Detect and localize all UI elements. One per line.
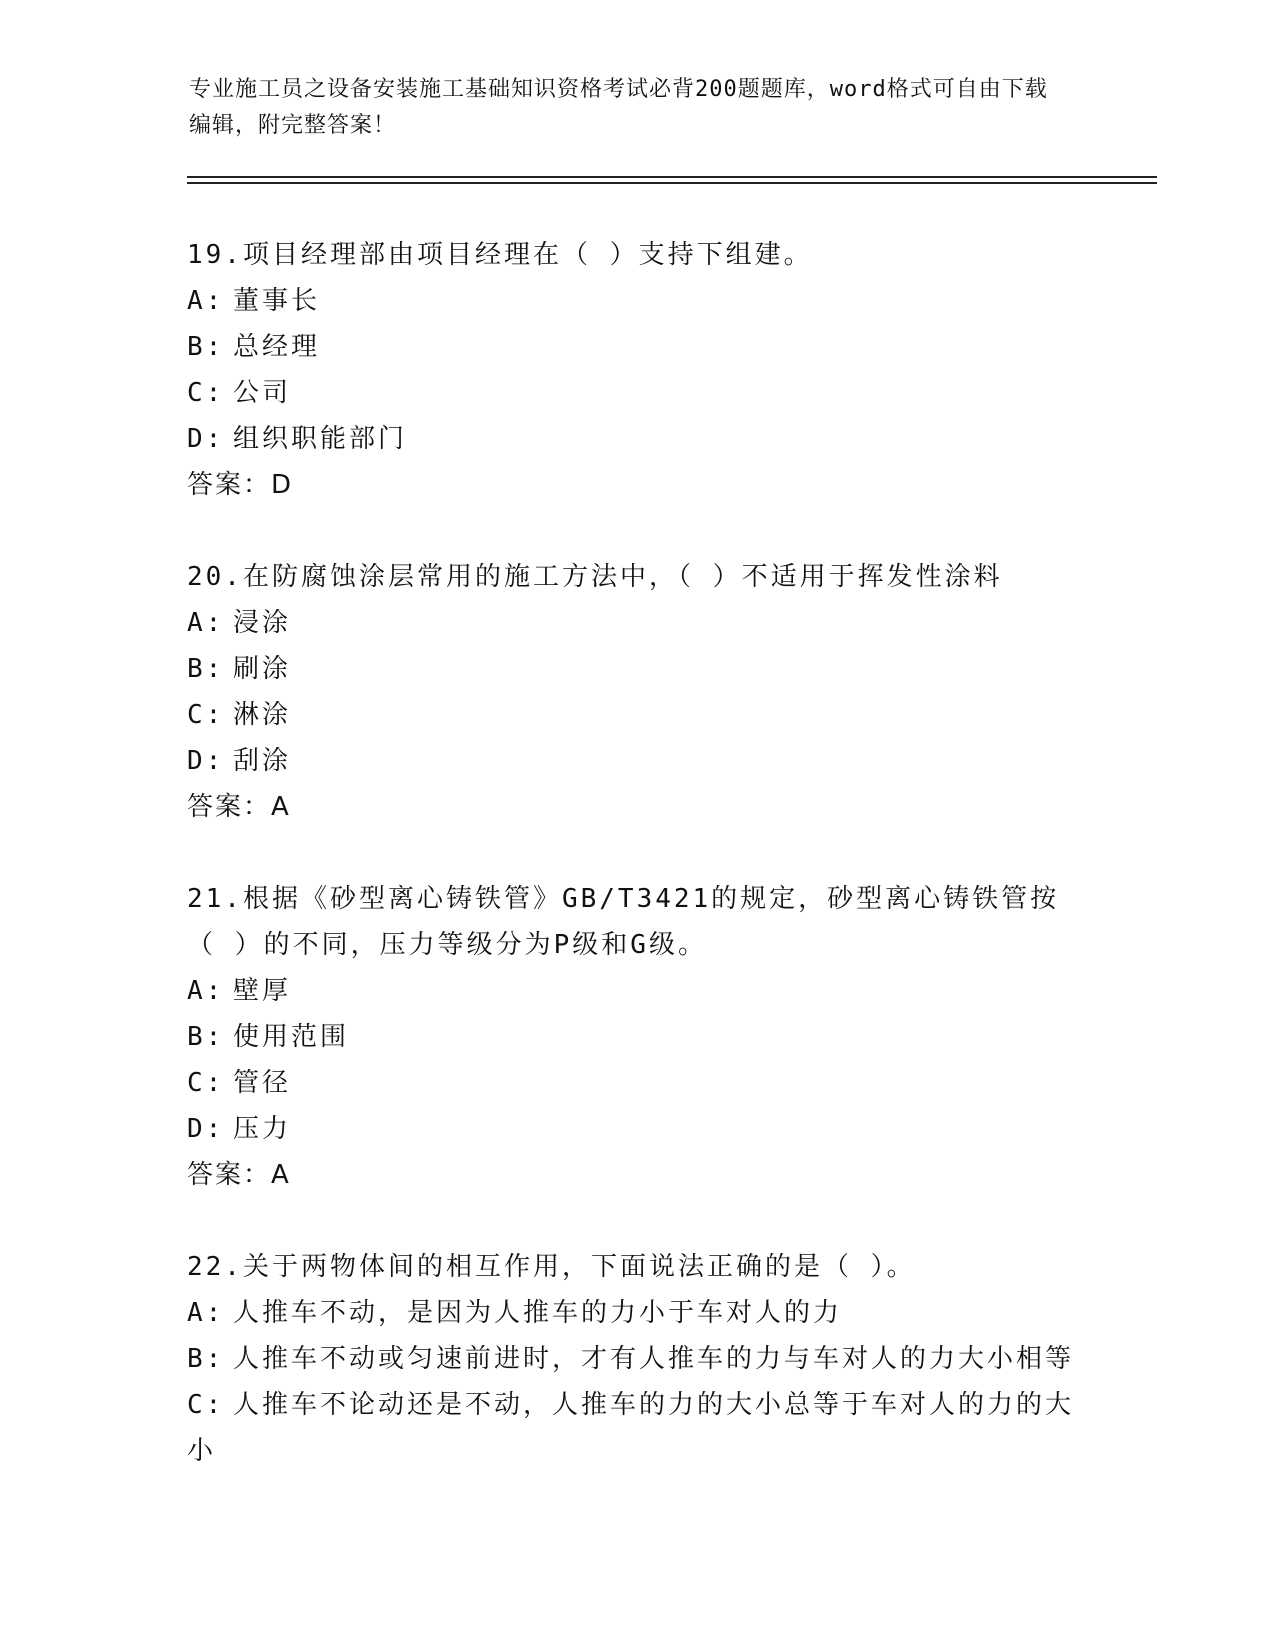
option-letter: D:: [187, 1114, 225, 1144]
option-text: 总经理: [233, 332, 321, 362]
option-letter: B:: [187, 332, 225, 362]
option-a: [187, 968, 1087, 1014]
document-header: [189, 72, 1069, 144]
option-letter: C:: [187, 378, 225, 408]
answer: 答案：A: [187, 1160, 291, 1190]
question-22: [187, 1244, 1087, 1474]
option-text: 组织职能部门: [233, 424, 408, 454]
option-text: 刷涂: [233, 654, 292, 684]
option-text: 人推车不动，是因为人推车的力小于车对人的力: [233, 1298, 843, 1328]
question-text: 22.关于两物体间的相互作用，下面说法正确的是（ ）。: [187, 1252, 916, 1282]
option-c: [187, 1060, 1087, 1106]
option-b: [187, 1014, 1087, 1060]
option-b: [187, 646, 1087, 692]
answer: 答案：D: [187, 470, 294, 500]
question-text: 21.根据《砂型离心铸铁管》GB/T3421的规定，砂型离心铸铁管按（ ）的不同，压力等级分为P级和G级。: [187, 884, 1060, 960]
option-letter: C:: [187, 1390, 225, 1420]
option-text: 公司: [233, 378, 292, 408]
option-text: 管径: [233, 1068, 292, 1098]
option-letter: D:: [187, 746, 225, 776]
question-21: [187, 876, 1087, 1198]
option-text: 浸涂: [233, 608, 292, 638]
option-letter: A:: [187, 286, 225, 316]
option-d: [187, 1106, 1087, 1152]
question-text: 19.项目经理部由项目经理在（ ）支持下组建。: [187, 240, 813, 270]
question-text: 20.在防腐蚀涂层常用的施工方法中，（ ）不适用于挥发性涂料: [187, 562, 1003, 592]
header-rule-bottom: [187, 182, 1157, 184]
option-letter: B:: [187, 1022, 225, 1052]
question-20: [187, 554, 1087, 830]
option-letter: B:: [187, 654, 225, 684]
option-letter: A:: [187, 1298, 225, 1328]
option-text: 淋涂: [233, 700, 292, 730]
question-19: [187, 232, 1087, 508]
option-letter: C:: [187, 1068, 225, 1098]
option-text: 壁厚: [233, 976, 292, 1006]
option-letter: A:: [187, 608, 225, 638]
option-text: 人推车不动或匀速前进时，才有人推车的力与车对人的力大小相等: [233, 1344, 1075, 1374]
option-c: [187, 692, 1087, 738]
option-c: [187, 370, 1087, 416]
option-text: 董事长: [233, 286, 321, 316]
option-a: [187, 278, 1087, 324]
option-text: 使用范围: [233, 1022, 350, 1052]
option-d: [187, 416, 1087, 462]
option-text: 人推车不论动还是不动，人推车的力的大小总等于车对人的力的大小: [187, 1390, 1075, 1466]
option-letter: C:: [187, 700, 225, 730]
option-letter: A:: [187, 976, 225, 1006]
option-c: [187, 1382, 1087, 1474]
option-letter: D:: [187, 424, 225, 454]
option-b: [187, 1336, 1087, 1382]
option-text: 刮涂: [233, 746, 292, 776]
answer: 答案：A: [187, 792, 291, 822]
option-d: [187, 738, 1087, 784]
option-text: 压力: [233, 1114, 292, 1144]
option-a: [187, 600, 1087, 646]
option-b: [187, 324, 1087, 370]
option-a: [187, 1290, 1087, 1336]
header-title: 专业施工员之设备安装施工基础知识资格考试必背200题题库，word格式可自由下载编辑，附完整答案！: [189, 77, 1048, 138]
header-rule-top: [187, 176, 1157, 178]
option-letter: B:: [187, 1344, 225, 1374]
